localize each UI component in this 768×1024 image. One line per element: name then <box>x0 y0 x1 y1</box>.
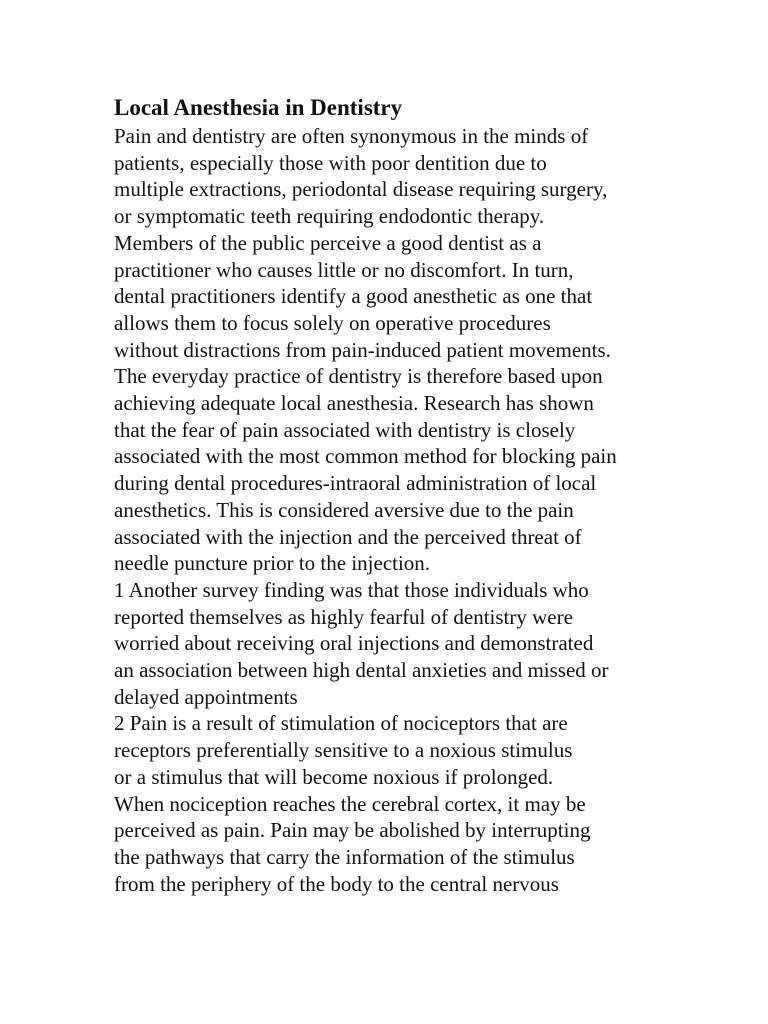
text-line: without distractions from pain-induced patient movements. <box>114 337 611 362</box>
text-line: allows them to focus solely on operative procedures <box>114 310 551 335</box>
text-line: reported themselves as highly fearful of dentistry were <box>114 604 573 629</box>
text-line: needle puncture prior to the injection. <box>114 551 431 576</box>
text-line: anesthetics. This is considered aversive due to the pain <box>114 497 574 522</box>
text-line: delayed appointments <box>114 684 298 709</box>
text-line: When nociception reaches the cerebral cortex, it may be <box>114 791 586 816</box>
text-line: patients, especially those with poor dentition due to <box>114 150 547 175</box>
text-line: multiple extractions, periodontal disease requiring surgery, <box>114 177 608 202</box>
text-line: Members of the public perceive a good dentist as a <box>114 230 542 255</box>
text-line: worried about receiving oral injections and demonstrated <box>114 631 594 656</box>
document-body <box>114 123 674 897</box>
text-line: associated with the most common method for blocking pain <box>114 444 617 469</box>
text-line: 1 Another survey finding was that those individuals who <box>114 577 589 602</box>
text-line: receptors preferentially sensitive to a noxious stimulus <box>114 738 573 763</box>
text-line: perceived as pain. Pain may be abolished by interrupting <box>114 818 591 843</box>
text-line: associated with the injection and the perceived threat of <box>114 524 582 549</box>
text-line: Pain and dentistry are often synonymous in the minds of <box>114 124 589 148</box>
text-line: that the fear of pain associated with dentistry is closely <box>114 417 576 442</box>
text-line: or symptomatic teeth requiring endodontic therapy. <box>114 204 545 229</box>
text-line: the pathways that carry the information of the stimulus <box>114 844 575 869</box>
text-line: 2 Pain is a result of stimulation of nociceptors that are <box>114 711 568 736</box>
text-line: from the periphery of the body to the central nervous <box>114 871 559 896</box>
text-line: The everyday practice of dentistry is therefore based upon <box>114 364 603 389</box>
document-title: Local Anesthesia in Dentistry <box>114 95 403 120</box>
text-line: achieving adequate local anesthesia. Research has shown <box>114 391 594 416</box>
text-line: during dental procedures-intraoral administration of local <box>114 471 597 496</box>
text-line: or a stimulus that will become noxious if prolonged. <box>114 764 554 789</box>
text-line: dental practitioners identify a good anesthetic as one that <box>114 284 593 309</box>
text-line: practitioner who causes little or no discomfort. In turn, <box>114 257 574 282</box>
text-line: an association between high dental anxieties and missed or <box>114 658 609 683</box>
document-content <box>114 93 674 897</box>
